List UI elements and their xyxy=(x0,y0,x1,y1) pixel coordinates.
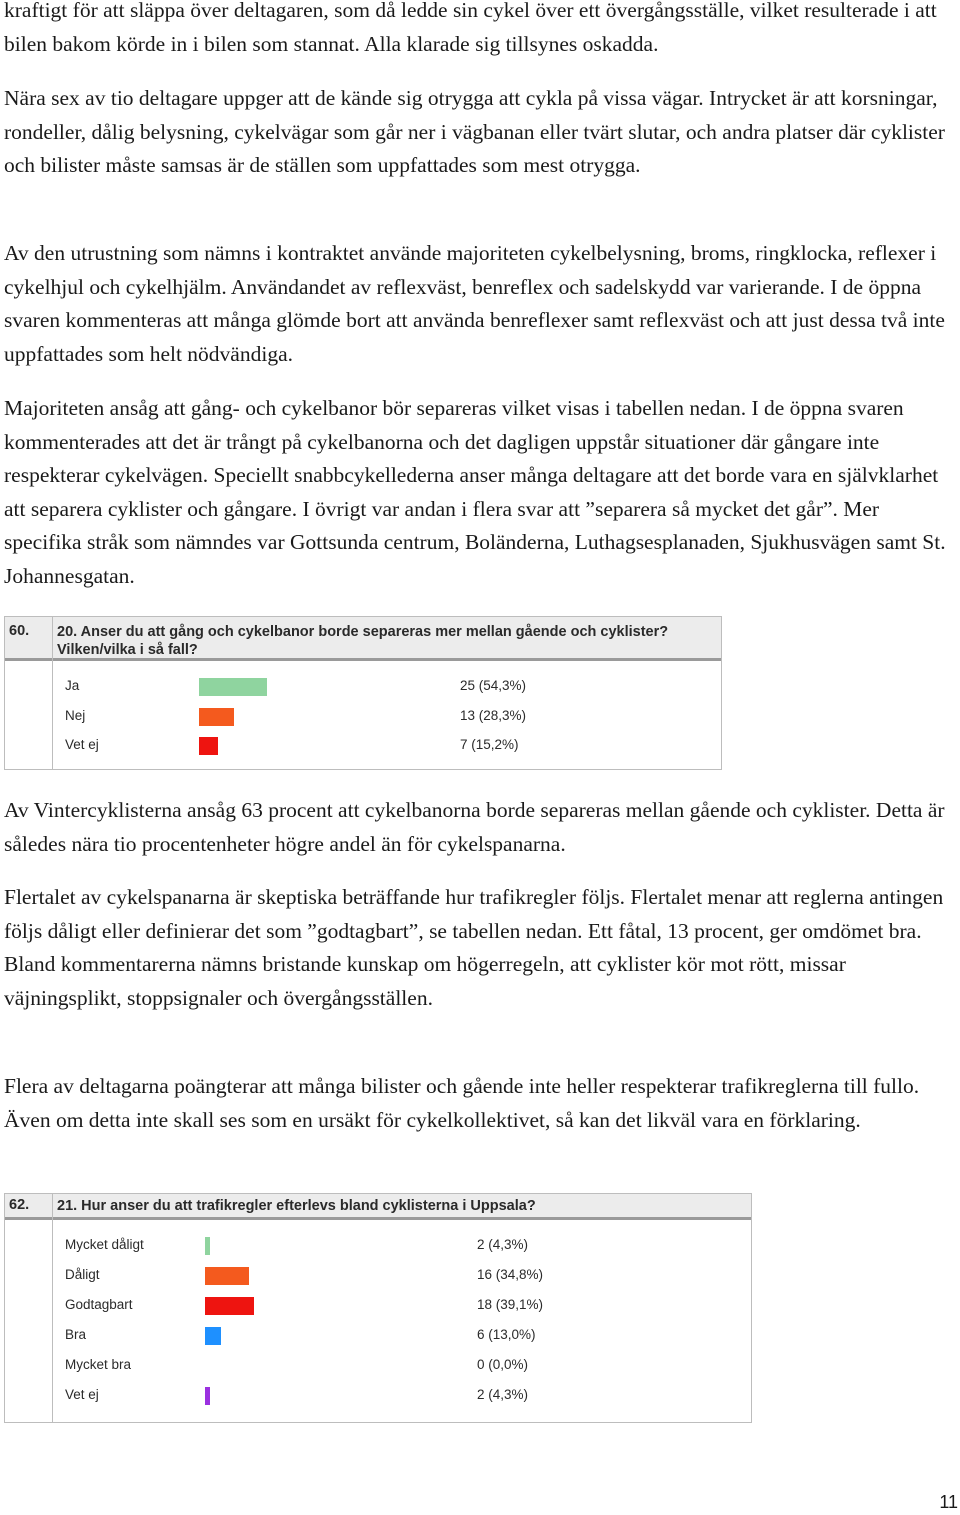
page-number: 11 xyxy=(939,1492,958,1512)
bar xyxy=(205,1327,221,1345)
table-row xyxy=(5,1354,751,1378)
bar xyxy=(205,1267,249,1285)
paragraph-1: kraftigt för att släppa över deltagaren, som då ledde sin cykel över ett övergångsställe, vilket resulterade i att bilen bakom körde in i bilen som stannat. Alla klarade sig tillsynes oskadda. xyxy=(4,0,937,56)
row-label: Nej xyxy=(65,707,86,723)
table-row xyxy=(5,705,721,729)
paragraph-3: Av den utrustning som nämns i kontraktet använde majoriteten cykelbelysning, broms, ringklocka, reflexer i cykelhjul och cykelhjälm. Användandet av reflexväst, benreflex och sadelskydd var varierande. I de öppna svaren kommenteras att många glömde bort att använda benreflexer samt reflexväst och att just dessa två inte uppfattades som helt nödvändiga. xyxy=(4,241,945,366)
question-title: 20. Anser du att gång och cykelbanor borde separeras mer mellan gående och cyklister? Vilken/vilka i så fall? xyxy=(57,624,669,658)
row-value: 2 (4,3%) xyxy=(477,1387,529,1402)
table-row xyxy=(5,1324,751,1348)
row-label: Mycket dåligt xyxy=(65,1237,144,1252)
table-body xyxy=(5,661,721,769)
row-label: Godtagbart xyxy=(65,1297,133,1312)
table-body xyxy=(5,1220,751,1422)
survey-table-traffic-rules xyxy=(4,1193,752,1423)
bar xyxy=(199,737,218,755)
table-row xyxy=(5,1264,751,1288)
row-value: 25 (54,3%) xyxy=(460,678,527,693)
row-value: 18 (39,1%) xyxy=(477,1297,544,1312)
paragraph-4: Majoriteten ansåg att gång- och cykelbanor bör separeras vilket visas i tabellen nedan. I de öppna svaren kommenterades att det är trångt på cykelbanorna och det dagligen uppstår situationer där gångare inte respekterar cykelvägen. Speciellt snabbcykellederna anser många deltagare att det borde vara en självklarhet att separera cyklister och gångare. I övrigt var andan i flera svar att ”separera så mycket det går”. Mer specifika stråk som nämndes var Gottsunda centrum, Boländerna, Luthagsesplanaden, Sjukhusvägen samt St. Johannesgatan. xyxy=(4,396,946,588)
question-number: 62. xyxy=(9,1197,30,1213)
row-label: Ja xyxy=(65,678,80,693)
table-row xyxy=(5,734,721,758)
row-value: 6 (13,0%) xyxy=(477,1327,536,1342)
table-header xyxy=(5,1194,751,1220)
paragraph-6: Flertalet av cykelspanarna är skeptiska beträffande hur trafikregler följs. Flertalet menar att reglerna antingen följs dåligt eller definierar det som ”godtagbart”, se tabellen nedan. Ett fåtal, 13 procent, ger omdömet bra. Bland kommentarerna nämns bristande kunskap om högerregeln, att cyklister kör mot rött, missar väjningsplikt, stoppsignaler och övergångsställen. xyxy=(4,885,944,1010)
paragraph-7: Flera av deltagarna poängterar att många bilister och gående inte heller respekterar trafikreglerna till fullo. Även om detta inte skall ses som en ursäkt för cykelkollektivet, så kan det likväl vara en förklaring. xyxy=(4,1074,920,1132)
row-label: Bra xyxy=(65,1327,87,1342)
bar xyxy=(199,678,267,696)
row-value: 13 (28,3%) xyxy=(460,707,527,723)
row-value: 2 (4,3%) xyxy=(477,1237,529,1252)
bar xyxy=(205,1237,210,1255)
row-value: 0 (0,0%) xyxy=(477,1357,529,1372)
row-label: Mycket bra xyxy=(65,1357,132,1372)
table-row xyxy=(5,1294,751,1318)
bar xyxy=(205,1387,210,1405)
bar xyxy=(205,1297,254,1315)
table-header xyxy=(5,617,721,661)
paragraph-5: Av Vintercyklisterna ansåg 63 procent att cykelbanorna borde separeras mellan gående och cyklister. Detta är således nära tio procentenheter högre andel än för cykelspanarna. xyxy=(4,798,945,856)
row-label: Vet ej xyxy=(65,737,99,752)
table-row xyxy=(5,675,721,699)
bar xyxy=(199,708,234,726)
paragraph-2: Nära sex av tio deltagare uppger att de kände sig otrygga att cykla på vissa vägar. Intrycket är att korsningar, rondeller, dålig belysning, cykelvägar som går ner i vägbanan eller tvärt slutar, och andra platser där cyklister och bilister måste samsas är de ställen som uppfattades som mest otrygga. xyxy=(4,86,945,178)
table-row xyxy=(5,1234,751,1258)
row-value: 16 (34,8%) xyxy=(477,1267,544,1282)
table-row xyxy=(5,1384,751,1408)
row-value: 7 (15,2%) xyxy=(460,737,519,752)
row-label: Dåligt xyxy=(65,1267,100,1282)
survey-table-separation xyxy=(4,616,722,770)
question-title: 21. Hur anser du att trafikregler efterlevs bland cyklisterna i Uppsala? xyxy=(57,1198,536,1214)
question-number: 60. xyxy=(9,623,30,639)
row-label: Vet ej xyxy=(65,1387,99,1402)
